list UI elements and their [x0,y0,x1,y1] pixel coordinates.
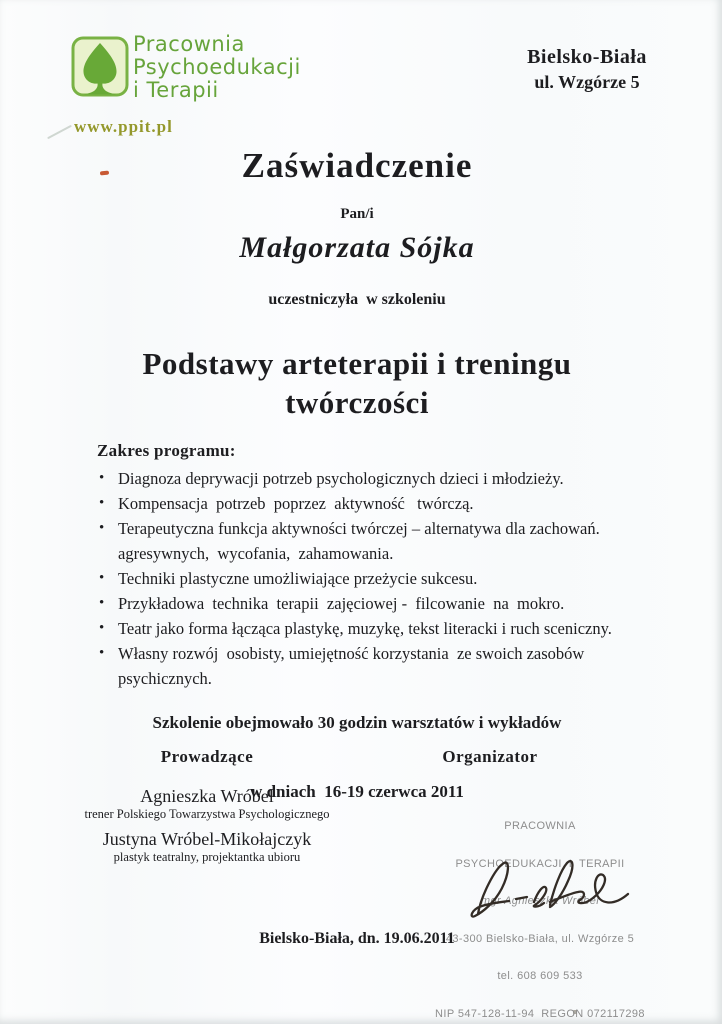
bullet-icon: • [99,620,105,636]
leaders-heading: Prowadzące [160,747,254,766]
scan-scratch-artifact [47,125,72,139]
program-item-text-continued: agresywnych, wycofania, zahamowania. [118,544,394,563]
stamp-line: PSYCHOEDUKACJI I TERAPII [455,857,625,870]
organizer-heading: Organizator [442,747,538,766]
training-summary-line2: w dniach 16-19 czerwca 2011 [250,782,464,801]
document-title: Zaświadczenie [241,146,473,185]
bullet-icon: • [99,570,105,586]
handwritten-signature [452,850,652,928]
bullet-icon: • [99,470,105,486]
bullet-icon: • [99,595,105,611]
org-name-line3: i Terapii [133,78,219,102]
stamp-line: 43-300 Bielsko-Biała, ul. Wzgórze 5 [445,932,635,945]
leader-name: Agnieszka Wróbel [140,786,274,806]
place-and-date: Bielsko-Biała, dn. 19.06.2011 [259,930,455,947]
course-title-line1: Podstawy arteterapii i treningu [142,346,572,381]
course-title-line2: twórczości [285,385,429,420]
program-item [97,566,677,591]
program-item-text: Techniki plastyczne umożliwiające przeżycie sukcesu. [118,569,478,588]
leader-name: Justyna Wróbel-Mikołajczyk [102,829,312,849]
salutation: Pan/i [340,206,374,222]
program-heading: Zakres programu: [97,441,236,460]
program-item-text: Własny rozwój osobisty, umiejętność korzystania ze swoich zasobów psychicznych. [118,644,597,688]
org-address-city: Bielsko-Biała [527,46,647,68]
website-url: www.ppit.pl [74,117,173,136]
org-name-line2: Psychoedukacji [133,55,301,79]
program-item-text: Teatr jako forma łącząca plastykę, muzykę, tekst literacki i ruch sceniczny. [118,619,612,638]
program-item [97,616,677,641]
training-summary-line1: Szkolenie obejmowało 30 godzin warsztatów i wykładów [152,713,562,732]
stamp-line: PRACOWNIA [504,820,576,832]
program-item [97,466,677,491]
program-item-text: Przykładowa technika terapii zajęciowej - filcowanie na mokro. [118,594,565,613]
bullet-icon: • [99,645,105,661]
leader-role: trener Polskiego Towarzystwa Psychologicznego [84,807,330,821]
recipient-name: Małgorzata Sójka [239,231,475,264]
program-item [97,591,677,616]
program-item-text: Terapeutyczna funkcja aktywności twórczej – alternatywa dla zachowań. [118,519,600,538]
stamp-line: NIP 547-128-11-94 REGON 072117298 [435,1007,645,1020]
org-address [482,46,692,93]
program-item-text: Diagnoza deprywacji potrzeb psychologicznych dzieci i młodzieży. [118,469,564,488]
org-name [133,33,301,102]
stamp-line: tel. 608 609 533 [497,970,583,982]
program-list [97,466,677,691]
org-name-line1: Pracownia [133,32,245,56]
bullet-icon: • [99,495,105,511]
program-item [97,491,677,516]
program-item-text: Kompensacja potrzeb poprzez aktywność twórczą. [118,494,474,513]
course-title [0,344,714,422]
participation-text: uczestniczyła w szkoleniu [268,291,446,308]
program-item [97,516,677,566]
ppit-tree-logo-icon [71,36,129,97]
bullet-icon: • [99,520,105,536]
org-address-street: ul. Wzgórze 5 [534,72,640,92]
stamp-line: mgr Agnieszka Wróbel [480,895,600,907]
leader-role: plastyk teatralny, projektantka ubioru [113,850,301,864]
